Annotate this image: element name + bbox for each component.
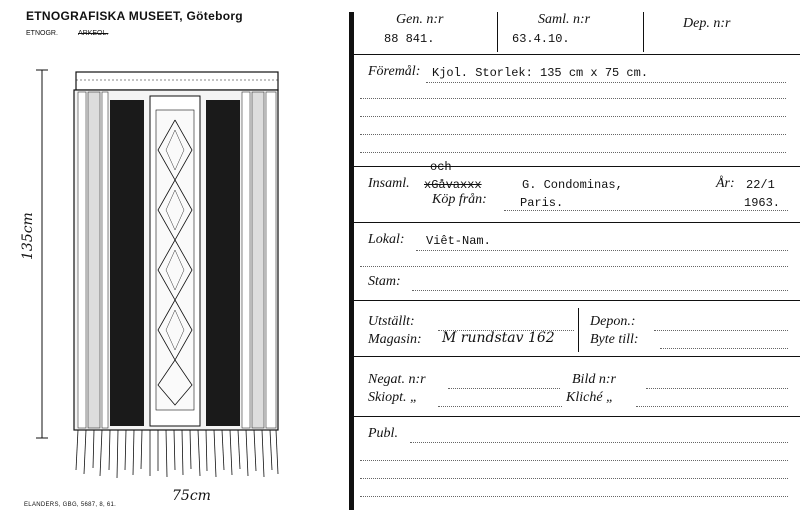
section-rule-5 — [354, 416, 800, 417]
ar-label: År: — [716, 176, 735, 191]
width-annotation: 75cm — [172, 488, 211, 504]
cliche-line — [636, 406, 788, 407]
insaml-label: Insaml. — [368, 176, 410, 191]
publ-label: Publ. — [368, 426, 398, 441]
magasin-value: M rundstav 162 — [442, 330, 555, 346]
skiopt-line — [438, 406, 562, 407]
foremal-line — [426, 82, 786, 83]
bild-line — [646, 388, 788, 389]
foremal-line-5 — [360, 152, 786, 153]
stam-line — [412, 290, 788, 291]
height-annotation: 135cm — [20, 212, 36, 260]
publ-line — [410, 442, 788, 443]
publ-line-2 — [360, 460, 788, 461]
gen-nr-value: 88 841. — [384, 32, 435, 46]
foremal-line-2 — [360, 98, 786, 99]
storage-separator — [578, 308, 579, 352]
catalog-card — [354, 12, 800, 510]
skiopt-label: Skiopt. „ — [368, 390, 418, 405]
section-rule-2 — [354, 222, 800, 223]
publ-line-3 — [360, 478, 788, 479]
header-rule — [354, 54, 800, 55]
insaml-och: och — [430, 160, 452, 174]
magasin-label: Magasin: — [368, 332, 422, 347]
lokal-label: Lokal: — [368, 232, 405, 247]
saml-nr-label: Saml. n:r — [538, 12, 591, 27]
insaml-struck: xGåvaxxx — [424, 178, 482, 192]
foremal-label: Föremål: — [368, 64, 421, 79]
bild-label: Bild n:r — [572, 372, 616, 387]
museum-title: ETNOGRAFISKA MUSEET, Göteborg — [26, 9, 243, 23]
foremal-line-4 — [360, 134, 786, 135]
byte-till-line — [660, 348, 788, 349]
cliche-label: Kliché „ — [566, 390, 614, 405]
header-separator-2 — [643, 12, 644, 52]
foremal-value: Kjol. Storlek: 135 cm x 75 cm. — [432, 66, 649, 80]
kop-fran-value: Paris. — [520, 196, 564, 210]
department-label: ETNOGR. — [26, 30, 58, 37]
utstallt-label: Utställt: — [368, 314, 415, 329]
stam-label: Stam: — [368, 274, 401, 289]
kop-fran-label: Köp från: — [432, 192, 487, 207]
ar-value: 22/1 — [746, 178, 775, 192]
gen-nr-label: Gen. n:r — [396, 12, 444, 27]
department-struck-label: ARKEOL. — [78, 30, 109, 37]
depon-line — [654, 330, 788, 331]
header-separator-1 — [497, 12, 498, 52]
publ-line-4 — [360, 496, 788, 497]
dep-nr-label: Dep. n:r — [683, 16, 731, 31]
foremal-line-3 — [360, 116, 786, 117]
lokal-line-2 — [360, 266, 788, 267]
section-rule-4 — [354, 356, 800, 357]
byte-till-label: Byte till: — [590, 332, 639, 347]
insaml-line — [504, 210, 788, 211]
lokal-value: Viêt-Nam. — [426, 234, 491, 248]
lokal-line — [416, 250, 788, 251]
negat-line — [448, 388, 560, 389]
section-rule-1 — [354, 166, 800, 167]
saml-nr-value: 63.4.10. — [512, 32, 570, 46]
negat-label: Negat. n:r — [368, 372, 426, 387]
section-rule-3 — [354, 300, 800, 301]
printer-imprint: ELANDERS, GBG, 5687, 8, 61. — [24, 502, 117, 508]
depon-label: Depon.: — [590, 314, 636, 329]
insaml-value: G. Condominas, — [522, 178, 623, 192]
skirt-sketch — [30, 60, 290, 490]
year-value: 1963. — [744, 196, 781, 210]
